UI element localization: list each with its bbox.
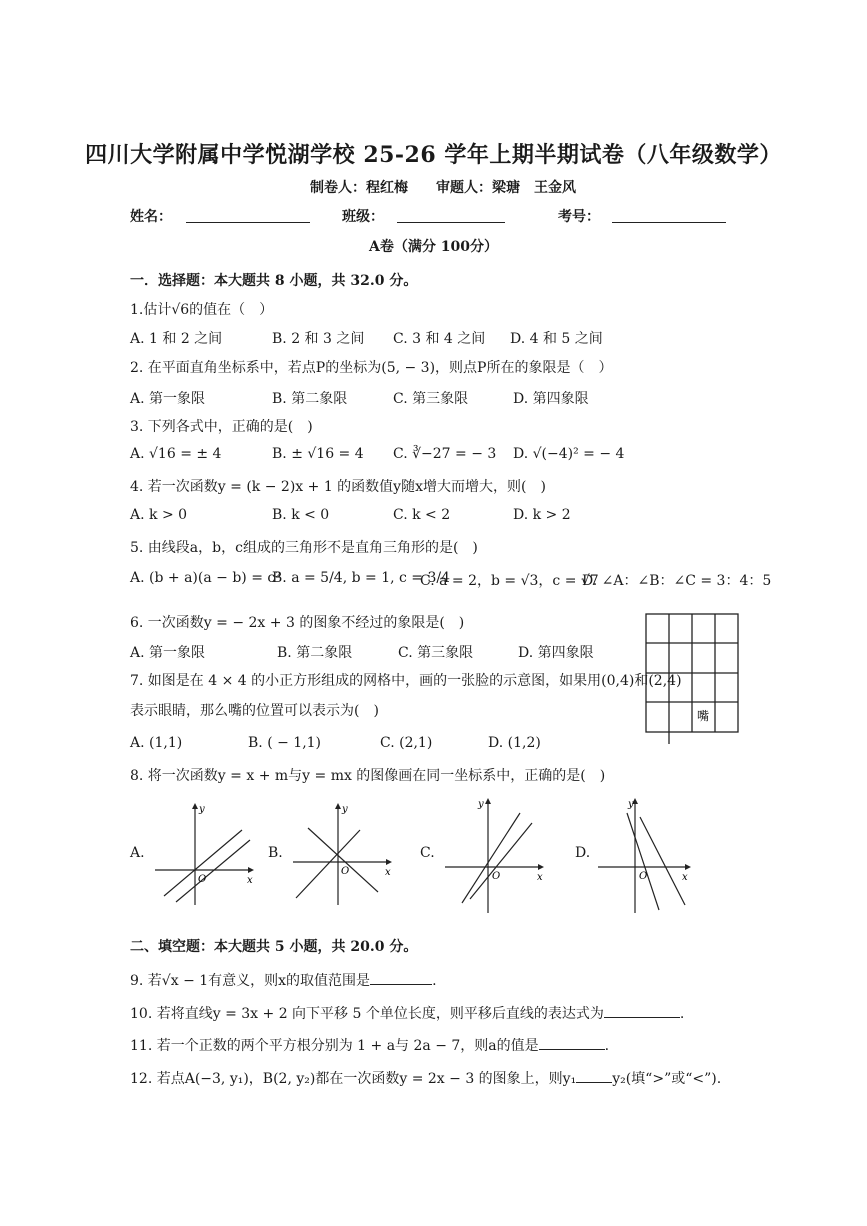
q3-option-d: D. √(−4)² = − 4 [513, 446, 625, 462]
q9-answer-blank[interactable] [370, 970, 432, 985]
q7-option-a: A. (1,1) [130, 735, 183, 751]
q1-option-d: D. 4 和 5 之间 [510, 331, 603, 347]
page-title: 四川大学附属中学悦湖学校 25-26 学年上期半期试卷（八年级数学） [85, 142, 782, 168]
section-a-title: A卷（满分 100分） [369, 239, 498, 255]
q8a-origin: O [198, 874, 207, 885]
q11 [130, 1035, 609, 1055]
q12 [130, 1068, 721, 1088]
q1-stem: 1.估计√6的值在（ ） [130, 302, 274, 318]
q3-stem: 3. 下列各式中，正确的是( ) [130, 419, 313, 435]
q1-option-b: B. 2 和 3 之间 [272, 331, 365, 347]
q10 [130, 1003, 684, 1023]
q8d-origin: O [639, 871, 648, 882]
part1-heading: 一．选择题：本大题共 8 小题，共 32.0 分。 [130, 273, 418, 289]
class-label: 班级： [342, 209, 384, 225]
q9-text: 9. 若√x − 1有意义，则x的取值范围是 [130, 973, 371, 989]
q2-option-c: C. 第三象限 [393, 391, 469, 407]
q8-stem: 8. 将一次函数y = x + m与y = mx 的图像画在同一坐标系中，正确的是( ) [130, 768, 606, 784]
q6-option-a: A. 第一象限 [130, 645, 206, 661]
q8-option-d: D. [575, 845, 591, 861]
q4-option-b: B. k < 0 [272, 507, 330, 523]
q8a-axis-y: y [199, 804, 205, 815]
name-field[interactable] [186, 222, 310, 223]
q8b-origin: O [341, 866, 350, 877]
part2-heading: 二、填空题：本大题共 5 小题，共 20.0 分。 [130, 939, 418, 955]
q8d-axis-y: y [628, 799, 634, 810]
q8-option-b: B. [268, 845, 283, 861]
q6-option-c: C. 第三象限 [398, 645, 474, 661]
class-field[interactable] [397, 222, 505, 223]
q3-option-c: C. ∛−27 = − 3 [393, 446, 497, 462]
q2-stem: 2. 在平面直角坐标系中，若点P的坐标为(5, − 3)，则点P所在的象限是（ ） [130, 360, 613, 376]
q4-option-a: A. k > 0 [130, 507, 188, 523]
q7-option-b: B. ( − 1,1) [248, 735, 322, 751]
q11-answer-blank[interactable] [539, 1035, 605, 1050]
id-field[interactable] [612, 222, 726, 223]
q12-answer-blank[interactable] [576, 1068, 612, 1083]
q10-text: 10. 若将直线y = 3x + 2 向下平移 5 个单位长度，则平移后直线的表达式为 [130, 1006, 604, 1022]
q11-end: . [604, 1038, 610, 1054]
q5-option-a: A. (b + a)(a − b) = c² [130, 570, 281, 586]
authors-line: 制卷人：程红梅 审题人：梁瑭 王金风 [310, 180, 576, 196]
q1-option-a: A. 1 和 2 之间 [130, 331, 223, 347]
q6-option-d: D. 第四象限 [518, 645, 594, 661]
id-label: 考号： [558, 209, 600, 225]
q5-option-c: C. a = 2，b = √3，c = √7 [420, 573, 599, 589]
q9 [130, 970, 437, 990]
q8-graph-a [150, 800, 260, 910]
q8-option-a: A. [130, 845, 145, 861]
q8c-axis-x: x [537, 872, 543, 883]
q8b-axis-y: y [342, 804, 348, 815]
q10-end: . [679, 1006, 685, 1022]
q10-answer-blank[interactable] [604, 1003, 680, 1018]
q1-option-c: C. 3 和 4 之间 [393, 331, 486, 347]
mouth-label: 嘴 [697, 709, 710, 723]
q12-end: y₂(填“>”或“<”). [612, 1071, 722, 1087]
q4-stem: 4. 若一次函数y = (k − 2)x + 1 的函数值y随x增大而增大，则( ) [130, 479, 546, 495]
q7-option-c: C. (2,1) [380, 735, 433, 751]
q3-option-b: B. ± √16 = 4 [272, 446, 364, 462]
q7-stem-line2: 表示眼睛，那么嘴的位置可以表示为( ) [130, 703, 379, 719]
q8b-axis-x: x [385, 867, 391, 878]
q8-graph-d [595, 795, 695, 917]
q4-option-c: C. k < 2 [393, 507, 451, 523]
q5-stem: 5. 由线段a，b，c组成的三角形不是直角三角形的是( ) [130, 540, 478, 556]
q8c-origin: O [492, 871, 501, 882]
q8-option-c: C. [420, 845, 435, 861]
q4-option-d: D. k > 2 [513, 507, 571, 523]
name-label: 姓名： [130, 209, 172, 225]
q2-option-d: D. 第四象限 [513, 391, 589, 407]
q8a-axis-x: x [247, 875, 253, 886]
q3-option-a: A. √16 = ± 4 [130, 446, 222, 462]
q9-end: . [432, 973, 437, 989]
q7-option-d: D. (1,2) [488, 735, 541, 751]
q8-graph-b [288, 800, 398, 910]
q12-text: 12. 若点A(−3, y₁)，B(2, y₂)都在一次函数y = 2x − 3 的图象上，则y₁ [130, 1071, 577, 1087]
q2-option-b: B. 第二象限 [272, 391, 348, 407]
q7-stem-line1: 7. 如图是在 4 × 4 的小正方形组成的网格中，画的一张脸的示意图，如果用(0,4)和(2,4) [130, 673, 682, 689]
q6-option-b: B. 第二象限 [277, 645, 353, 661]
q8c-axis-y: y [478, 799, 484, 810]
q8-graph-c [440, 795, 550, 917]
q8d-axis-x: x [682, 872, 688, 883]
q11-text: 11. 若一个正数的两个平方根分别为 1 + a与 2a − 7，则a的值是 [130, 1038, 539, 1054]
q6-stem: 6. 一次函数y = − 2x + 3 的图象不经过的象限是( ) [130, 615, 465, 631]
q2-option-a: A. 第一象限 [130, 391, 206, 407]
q5-option-b: B. a = 5/4, b = 1, c = 3/4 [272, 570, 451, 586]
q5-option-d: D. ∠A：∠B：∠C = 3：4：5 [582, 573, 772, 589]
